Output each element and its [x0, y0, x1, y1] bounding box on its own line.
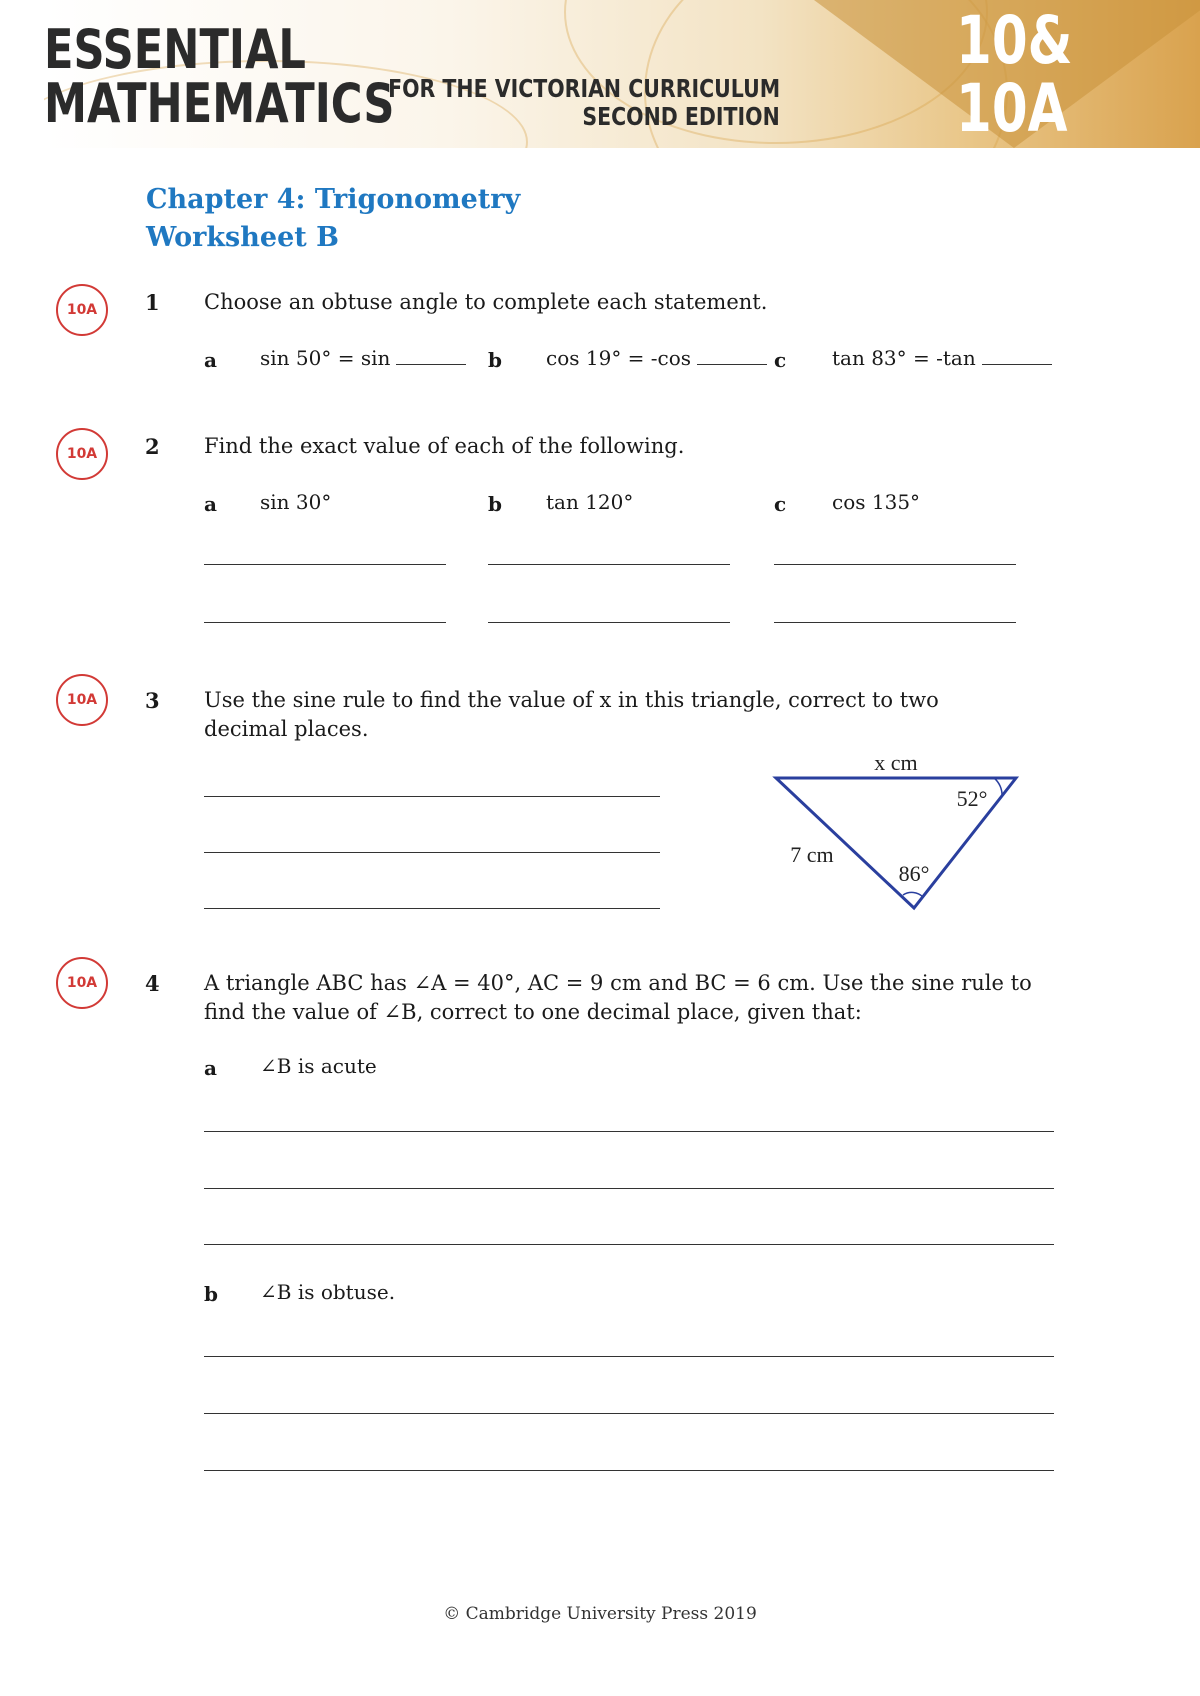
answer-line[interactable]: [204, 564, 446, 565]
answer-line[interactable]: [774, 564, 1016, 565]
copyright-footer: © Cambridge University Press 2019: [443, 1604, 757, 1624]
question-text: Find the exact value of each of the following.: [204, 434, 685, 458]
header-banner: [44, 0, 1200, 148]
question-number: 2: [145, 434, 160, 459]
angle-arc-bottom: [903, 892, 923, 897]
side-label-left: 7 cm: [790, 842, 834, 867]
answer-line[interactable]: [204, 1131, 1054, 1132]
answer-line[interactable]: [204, 1244, 1054, 1245]
answer-line[interactable]: [204, 622, 446, 623]
answer-line[interactable]: [204, 1470, 1054, 1471]
part-letter: a: [204, 492, 217, 516]
question-number: 4: [145, 971, 160, 996]
angle-label-top-right: 52°: [956, 786, 988, 811]
part-letter: b: [204, 1282, 218, 1306]
question-text: Use the sine rule to find the value of x in this triangle, correct to two decimal places.: [204, 688, 939, 741]
level-badge: 10A: [56, 957, 108, 1009]
level-label-line-1: 10&: [956, 2, 1073, 79]
answer-blank[interactable]: [982, 346, 1052, 365]
answer-line[interactable]: [204, 908, 660, 909]
brand-subtitle-line-1: FOR THE VICTORIAN CURRICULUM: [387, 74, 780, 103]
part-statement: tan 83° = -tan: [832, 346, 1052, 370]
part-condition: ∠B is obtuse.: [260, 1280, 396, 1304]
worksheet-title: Worksheet B: [146, 222, 339, 253]
question-text: Choose an obtuse angle to complete each statement.: [204, 290, 768, 314]
angle-label-bottom: 86°: [898, 861, 930, 886]
answer-line[interactable]: [204, 1413, 1054, 1414]
answer-line[interactable]: [488, 564, 730, 565]
part-letter: b: [488, 492, 502, 516]
answer-blank[interactable]: [396, 346, 466, 365]
answer-line[interactable]: [204, 796, 660, 797]
brand-title-line-2: MATHEMATICS: [44, 72, 395, 135]
answer-line[interactable]: [488, 622, 730, 623]
angle-arc-top-right: [994, 778, 1002, 796]
part-expression: cos 135°: [832, 490, 921, 514]
part-expression: tan 120°: [546, 490, 634, 514]
level-label-line-2: 10A: [956, 70, 1068, 147]
part-expression: sin 30°: [260, 490, 332, 514]
question-number: 3: [145, 688, 160, 713]
level-badge: 10A: [56, 428, 108, 480]
part-letter: c: [774, 492, 787, 516]
part-letter: c: [774, 348, 787, 372]
triangle-diagram: [760, 740, 1040, 920]
part-statement: sin 50° = sin: [260, 346, 466, 370]
question-number: 1: [145, 290, 160, 315]
level-badge: 10A: [56, 284, 108, 336]
part-statement: cos 19° = -cos: [546, 346, 767, 370]
part-condition: ∠B is acute: [260, 1054, 377, 1078]
brand-title-line-1: ESSENTIAL: [44, 18, 306, 81]
answer-line[interactable]: [204, 1188, 1054, 1189]
brand-subtitle-line-2: SECOND EDITION: [582, 102, 780, 131]
level-badge: 10A: [56, 674, 108, 726]
answer-line[interactable]: [774, 622, 1016, 623]
part-letter: a: [204, 1056, 217, 1080]
part-letter: a: [204, 348, 217, 372]
answer-blank[interactable]: [697, 346, 767, 365]
answer-line[interactable]: [204, 852, 660, 853]
side-label-top: x cm: [874, 750, 918, 775]
chapter-title: Chapter 4: Trigonometry: [146, 184, 521, 215]
part-letter: b: [488, 348, 502, 372]
question-text: A triangle ABC has ∠A = 40°, AC = 9 cm and BC = 6 cm. Use the sine rule to find the value of ∠B, correct to one decimal place, given that:: [204, 971, 1032, 1024]
answer-line[interactable]: [204, 1356, 1054, 1357]
